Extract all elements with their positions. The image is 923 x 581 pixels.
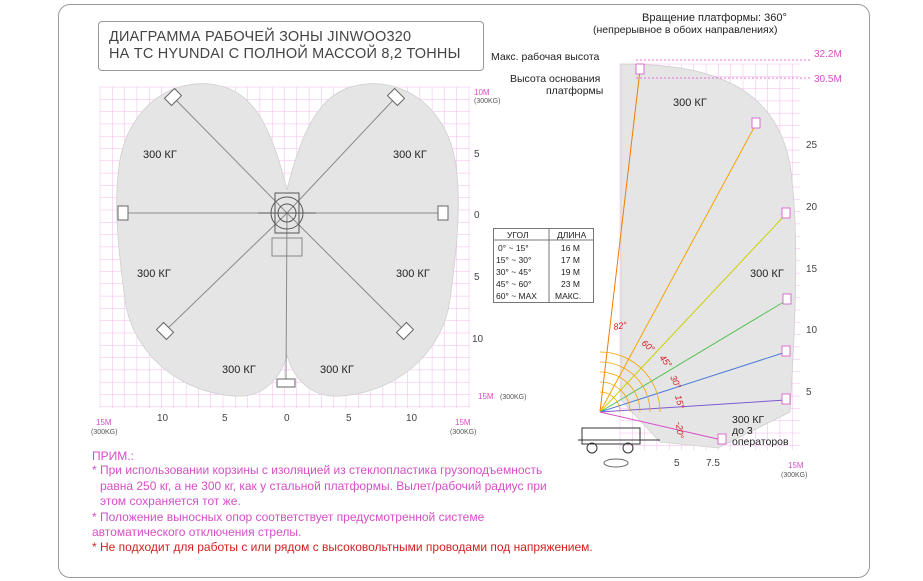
note-2-line-1: * Положение выносных опор соответствует предусмотренной системе (92, 510, 485, 524)
platform-marker (636, 64, 644, 74)
title-line-2: НА ТС HYUNDAI С ПОЛНОЙ МАССОЙ 8,2 ТОННЫ (109, 46, 461, 62)
table-cell: 0° ~ 15° (498, 243, 529, 253)
zone-label: 300 КГ (143, 149, 177, 161)
platform-marker (782, 394, 790, 404)
title-line-1: ДИАГРАММА РАБОЧЕЙ ЗОНЫ JINWOO320 (109, 29, 412, 45)
table-cell: 15° ~ 30° (496, 255, 532, 265)
zone-label: 300 КГ (673, 97, 707, 109)
note-1-line-1: * При использовании корзины с изоляцией из стеклопластика грузоподъемность (92, 463, 543, 477)
right-scale-tick: 5 (474, 149, 480, 160)
tag-left-sub: (300KG) (91, 429, 118, 436)
tag-top: 10M (474, 88, 490, 97)
tag-bottom-sub: (300KG) (500, 394, 527, 401)
operators-label-1: 300 КГ (732, 414, 765, 426)
table-cell: 30° ~ 45° (496, 267, 532, 277)
angle-label: -20° (674, 421, 686, 439)
max-height-value: 32.2M (814, 49, 842, 60)
rotation-arrow (604, 459, 628, 467)
bottom-scale-tick: 5 (222, 413, 228, 424)
notes-heading: ПРИМ.: (92, 449, 134, 463)
angle-label: 60° (639, 337, 657, 355)
height-tick: 5 (806, 387, 812, 398)
zone-label: 300 КГ (137, 268, 171, 280)
bottom-scale-tick: 5 (346, 413, 352, 424)
bottom-scale-tick: 0 (284, 413, 290, 424)
height-tick: 10 (806, 325, 818, 336)
tag-left: 15M (96, 418, 112, 427)
operators-label-2: до 3 (732, 425, 753, 437)
angle-label: 45° (657, 352, 674, 370)
table-cell: 19 M (561, 267, 580, 277)
rotation-title: Вращение платформы: 360° (642, 12, 787, 24)
table-cell: 60° ~ MAX (496, 291, 537, 301)
table-header: УГОЛ (507, 230, 529, 240)
base-height-label-1: Высота основания (510, 73, 601, 85)
platform-marker (783, 294, 791, 304)
right-scale-tick: 5 (474, 272, 480, 283)
rotation-sub: (непрерывное в обоих направлениях) (593, 24, 778, 36)
table-cell: 45° ~ 60° (496, 279, 532, 289)
right-scale-tick: 10 (472, 334, 484, 345)
angle-label: 30° (668, 373, 684, 391)
bottom-tag: 15M (788, 461, 804, 470)
zone-label: 300 КГ (320, 364, 354, 376)
base-height-label-2: платформы (546, 85, 604, 97)
angle-label: 15° (673, 393, 687, 410)
platform-marker (718, 434, 726, 444)
zone-label: 300 КГ (750, 268, 784, 280)
table-cell: МАКС. (555, 291, 582, 301)
zone-label: 300 КГ (393, 149, 427, 161)
note-2-line-2: автоматического отключения стрелы. (92, 525, 302, 539)
bottom-tick: 5 (674, 458, 680, 469)
base-height-value: 30.5M (814, 74, 842, 85)
operators-label-3: операторов (732, 436, 789, 448)
truck-side (578, 428, 660, 453)
side-view-work-zone (621, 64, 796, 448)
tag-bottom: 15M (478, 392, 494, 401)
tag-right: 15M (455, 418, 471, 427)
zone-label: 300 КГ (396, 268, 430, 280)
bottom-tag-sub: (300KG) (781, 472, 808, 479)
platform-marker (782, 208, 790, 218)
angle-label: 82° (612, 319, 628, 332)
table-cell: 23 M (561, 279, 580, 289)
platform-marker (752, 118, 760, 128)
note-3: * Не подходит для работы с или рядом с высоковольтными проводами под напряжением. (92, 540, 593, 554)
height-tick: 15 (806, 264, 818, 275)
note-1-line-2: равна 250 кг, а не 300 кг, как у стальной платформы. Вылет/рабочий радиус при (100, 479, 547, 493)
zone-label: 300 КГ (222, 364, 256, 376)
height-tick: 25 (806, 140, 818, 151)
right-scale-tick: 0 (474, 210, 480, 221)
tag-right-sub: (300KG) (450, 429, 477, 436)
note-1-line-3: этом сохраняется тот же. (100, 494, 241, 508)
platform-marker (782, 346, 790, 356)
tag-top-sub: (300KG) (474, 98, 501, 105)
table-cell: 16 M (561, 243, 580, 253)
truck-chassis (582, 428, 640, 444)
bottom-scale-tick: 10 (157, 413, 169, 424)
bottom-scale-tick: 10 (406, 413, 418, 424)
table-header: ДЛИНА (557, 230, 587, 240)
table-cell: 17 M (561, 255, 580, 265)
bottom-tick: 7.5 (706, 458, 720, 469)
max-height-label: Макс. рабочая высота (491, 51, 600, 63)
height-tick: 20 (806, 202, 818, 213)
